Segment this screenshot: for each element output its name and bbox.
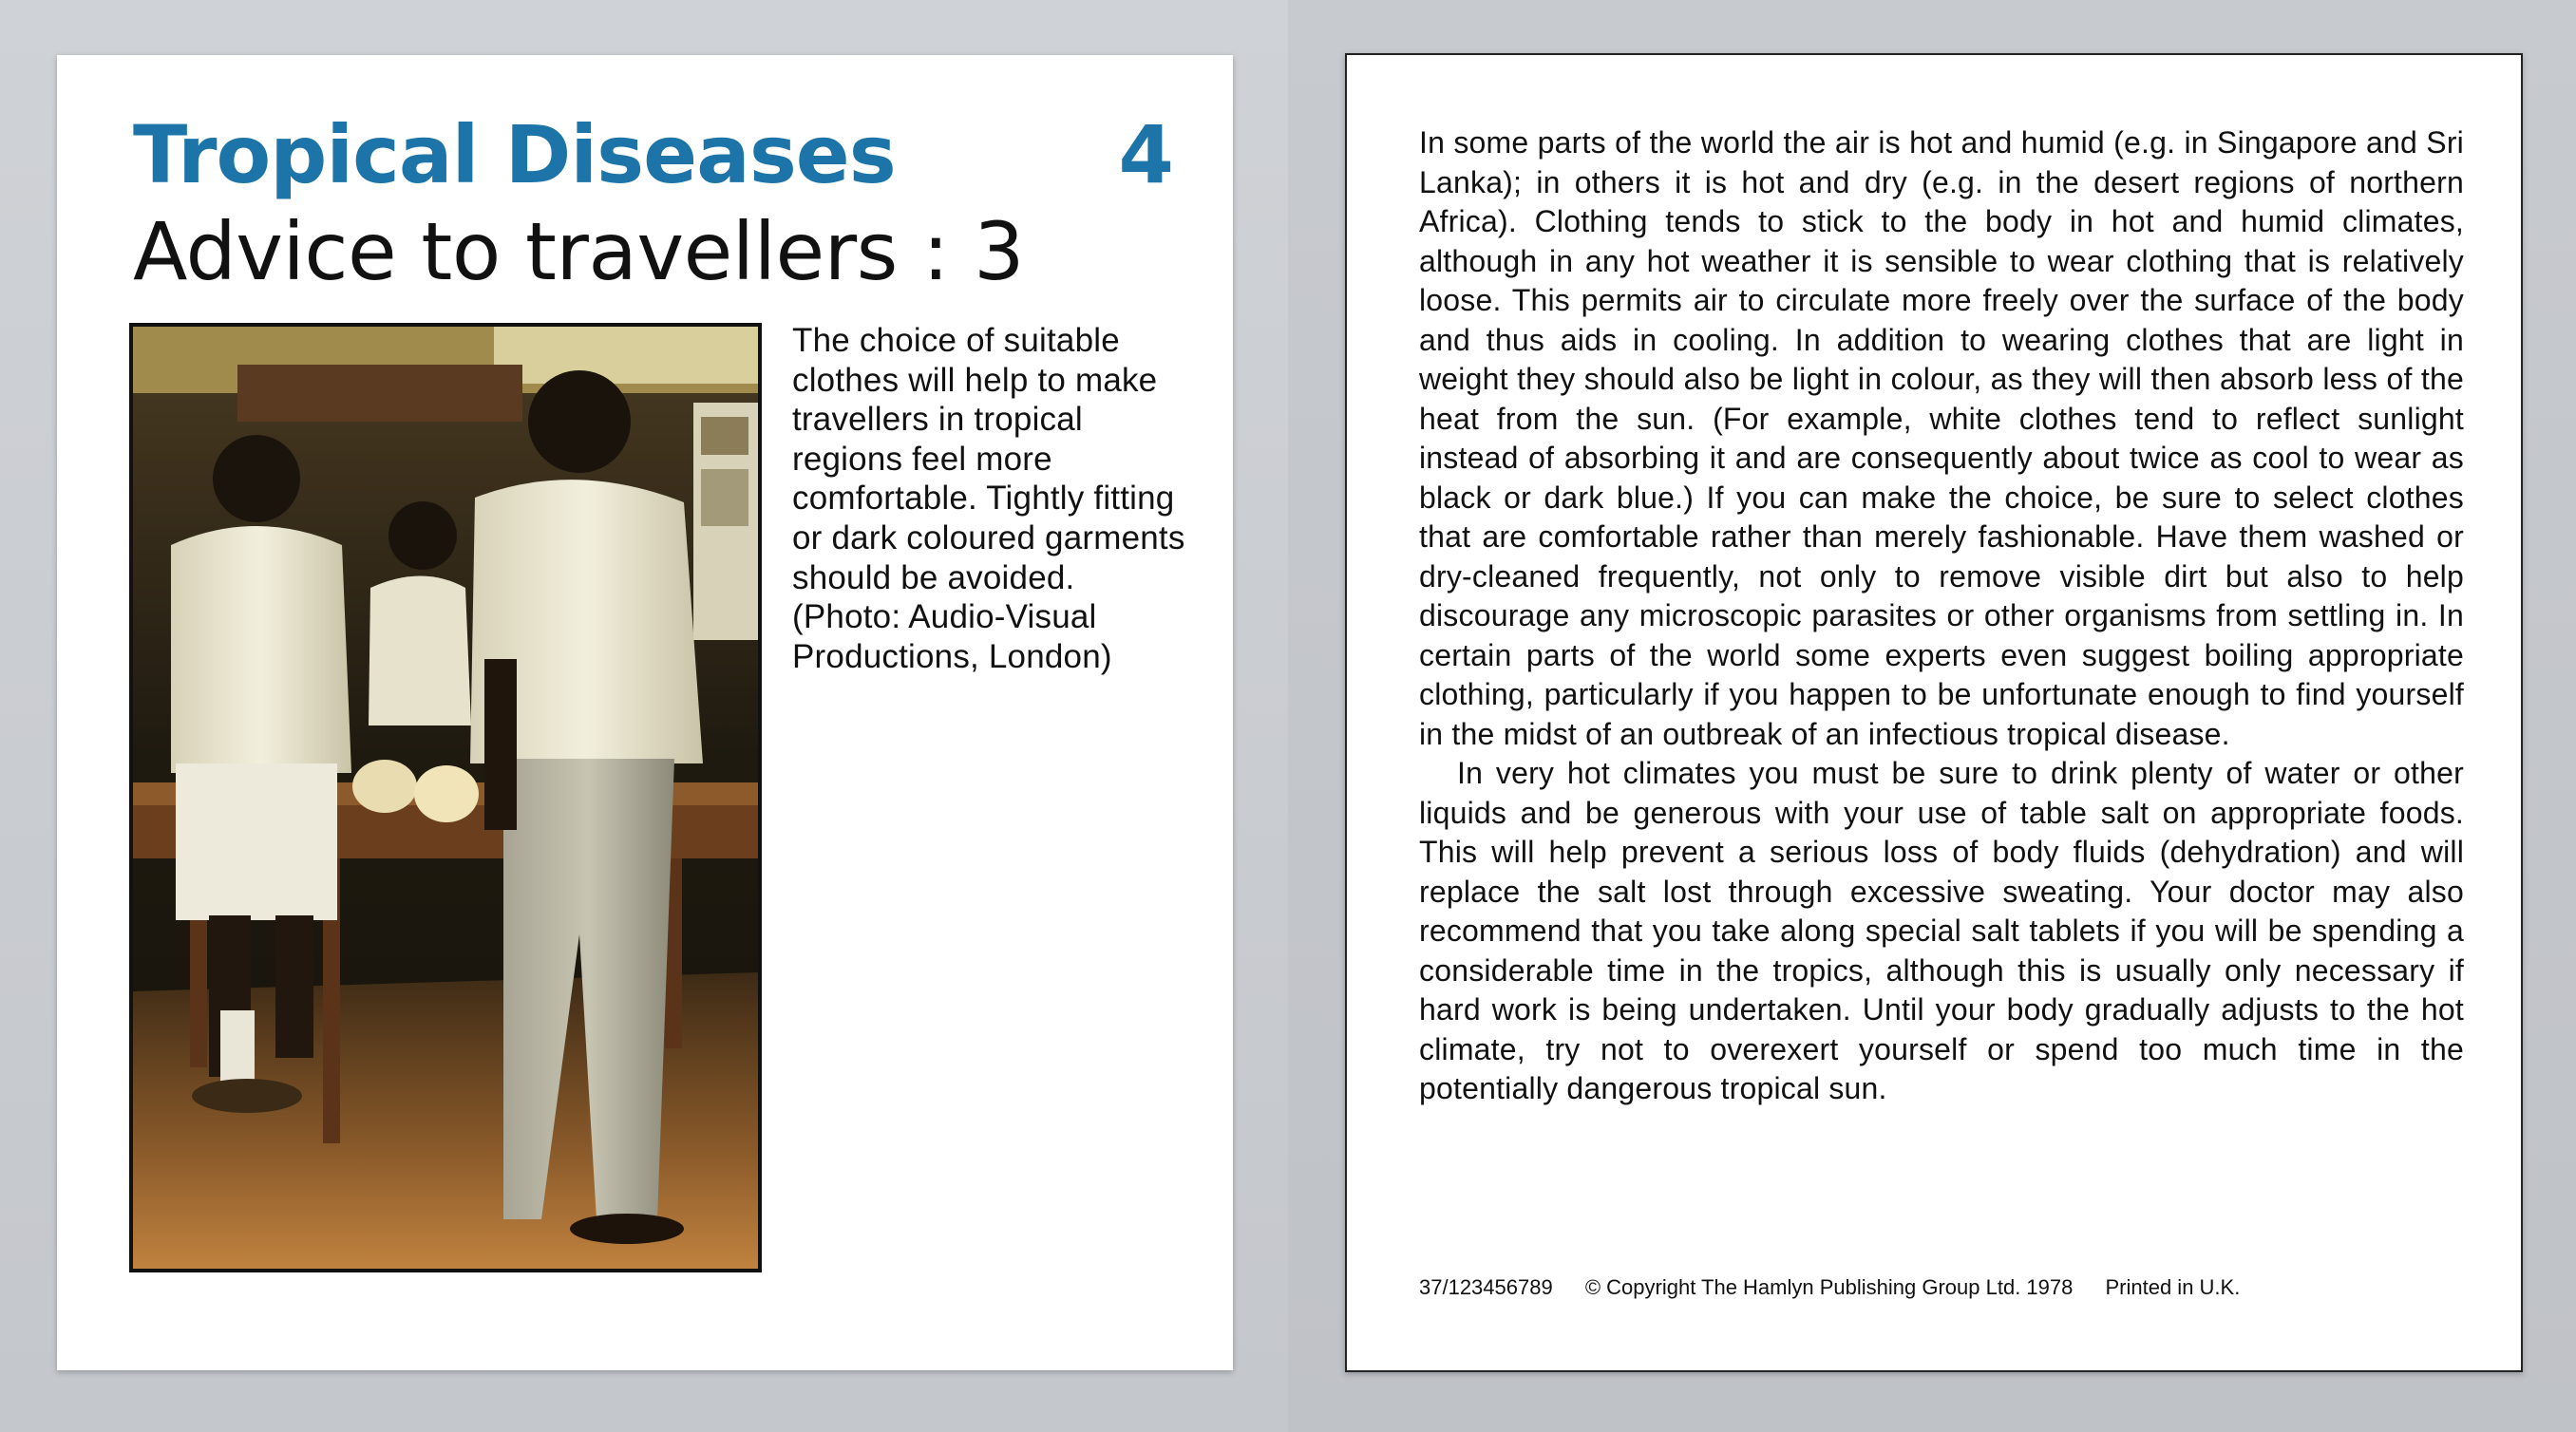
card-code: 37/123456789 <box>1419 1275 1553 1299</box>
copyright-notice: © Copyright The Hamlyn Publishing Group Ltd. 1978 <box>1584 1275 2074 1299</box>
card-title: Tropical Diseases <box>133 108 896 201</box>
paragraph-clothing: In some parts of the world the air is hot and humid (e.g. in Singapore and Sri Lanka); in others it is hot and dry (e.g. in the desert regions of northern Africa). Clothing tends to stick to the body in hot and humid climates, although in any hot weather it is sensible to wear clothing that is relatively loose. This permits air to circulate more freely over the surface of the body and thus aids in cooling. In addition to wearing clothes that are light in weight they should also be light in colour, as they will then absorb less of the heat from the sun. (For example, white clothes tend to reflect sunlight instead of absorbing it and are consequently about twice as cool to wear as black or dark blue.) If you can make the choice, be sure to select clothes that are comfortable rather than merely fashionable. Have them washed or dry-cleaned frequently, not only to remove visible dirt but also to help discourage any microscopic parasites or other organisms from settling in. In certain parts of the world some experts even suggest boiling appropriate clothing, particularly if you happen to be unfortunate enough to find yourself in the midst of an outbreak of an infectious tropical disease. <box>1419 125 2464 751</box>
photo-illustration <box>133 327 758 1269</box>
photo-caption: The choice of suitable clothes will help to make travellers in tropical regions feel more comfortable. Tightly fitting or dark coloured garments should be avoided. (Photo: Audio-Visual Productions, London) <box>792 322 1185 675</box>
card-back-text <box>1419 123 2464 1109</box>
card-number: 4 <box>1118 108 1174 201</box>
card-front <box>57 55 1233 1370</box>
card-back <box>1345 53 2523 1372</box>
photo-travellers-in-white-clothes <box>129 323 762 1272</box>
card-subtitle: Advice to travellers : 3 <box>133 205 1025 298</box>
card-footer <box>1419 1275 2266 1300</box>
paragraph-hydration: In very hot climates you must be sure to drink plenty of water or other liquids and be generous with your use of table salt on appropriate foods. This will help prevent a serious loss of body fluids (dehydration) and will replace the salt lost through excessive sweating. Your doctor may also recommend that you take along special salt tablets if you will be spending a considerable time in the tropics, although this is usually only necessary if hard work is being undertaken. Until your body gradually adjusts to the hot climate, try not to overexert yourself or spend too much time in the potentially dangerous tropical sun. <box>1419 756 2464 1105</box>
printed-in: Printed in U.K. <box>2105 1275 2241 1299</box>
